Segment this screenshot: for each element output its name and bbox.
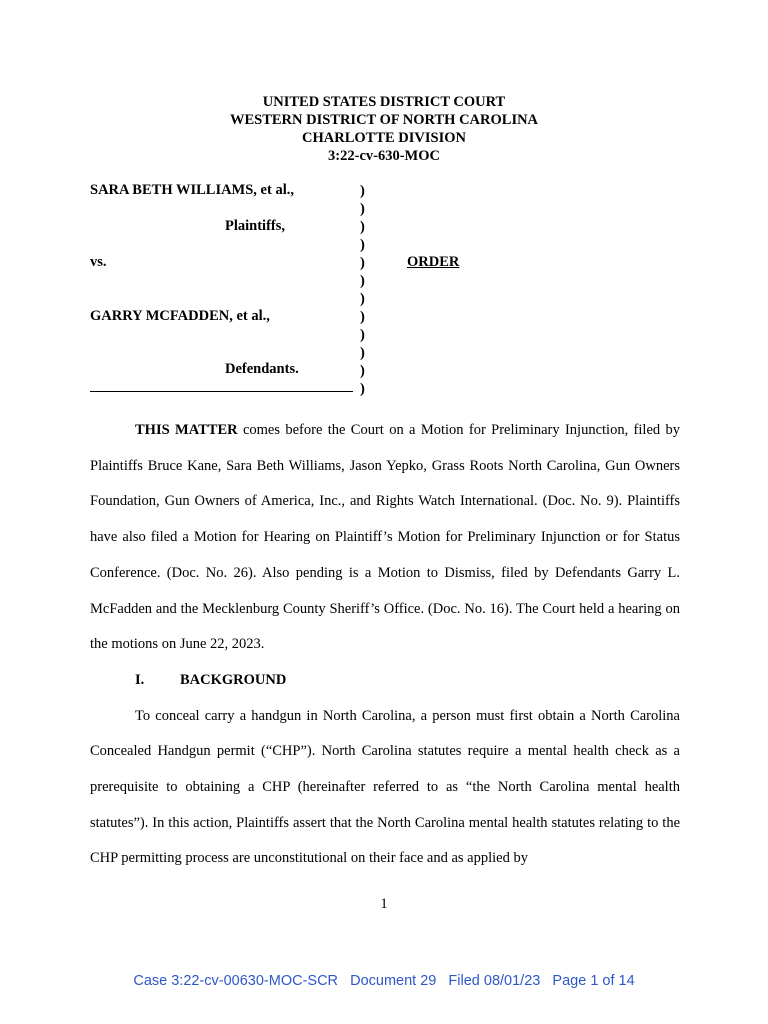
court-name: UNITED STATES DISTRICT COURT: [262, 94, 506, 110]
body-line: by Plaintiffs Bruce Kane, Sara Beth Williams, Jason Yepko, Grass Roots North Carolina, Gun: [90, 422, 680, 474]
body-line: To conceal carry a handgun in North Carolina, a person must first obtain a North: [135, 707, 625, 724]
section-number: I.: [135, 671, 145, 688]
section-title: BACKGROUND: [180, 671, 287, 688]
caption-signature-rule: [90, 391, 353, 392]
body-line: Carolina Concealed Handgun permit (“CHP”). North Carolina statutes require a mental health: [90, 707, 680, 760]
caption-paren: ): [360, 309, 365, 325]
caption-paren: ): [360, 183, 365, 199]
caption-paren: ): [360, 201, 365, 217]
caption-paren: ): [360, 291, 365, 307]
caption-paren: ): [360, 219, 365, 235]
paragraph-background: [90, 699, 680, 878]
body-line: 9). Plaintiffs have also filed a Motion for Hearing on Plaintiff’s Motion for Preliminary: [90, 493, 681, 546]
caption-paren-column: [360, 182, 372, 398]
body-line: Injunction or for Status Conference. (Doc. No. 26). Also pending is a Motion to Dismiss, filed by: [90, 529, 681, 581]
caption-paren: ): [360, 255, 365, 271]
body-line: health statutes”). In this action, Plaintiffs assert that the North Carolina mental health statutes: [90, 779, 680, 831]
body-line: check as a prerequisite to obtaining a CHP (hereinafter referred to as “the North Carolina mental: [90, 743, 680, 796]
division-name: CHARLOTTE DIVISION: [302, 130, 466, 146]
body-line: Defendants Garry L. McFadden and the Mecklenburg County Sheriff’s Office. (Doc. No. 16).: [90, 564, 681, 617]
caption-paren: ): [360, 345, 365, 361]
order-body: [90, 413, 680, 877]
body-line: comes before the Court on a Motion for Preliminary Injunction, filed: [237, 422, 661, 438]
versus-label: vs.: [90, 254, 107, 270]
caption-paren: ): [360, 363, 365, 379]
caption-paren: ): [360, 273, 365, 289]
body-line: relating to the CHP permitting process are unconstitutional on their face and as applied by: [90, 814, 681, 867]
case-number: 3:22-cv-630-MOC: [328, 148, 440, 164]
plaintiff-name: SARA BETH WILLIAMS, et al.,: [90, 182, 294, 198]
caption-paren: ): [360, 381, 365, 397]
paragraph-intro: [90, 413, 680, 663]
body-line: Owners Foundation, Gun Owners of America, Inc., and Rights Watch International. (Doc. No.: [90, 457, 680, 510]
caption-paren: ): [360, 237, 365, 253]
section-heading-background: [90, 663, 680, 699]
defendant-role: Defendants.: [225, 361, 299, 377]
case-caption: [90, 182, 690, 398]
this-matter-lead: THIS MATTER: [135, 422, 238, 438]
court-header: [0, 93, 768, 165]
page-number: 1: [380, 896, 388, 912]
body-line: The Court held a hearing on the motions on June 22, 2023.: [90, 600, 680, 653]
document-title: ORDER: [407, 254, 460, 270]
district-name: WESTERN DISTRICT OF NORTH CAROLINA: [229, 112, 539, 128]
caption-paren: ): [360, 327, 365, 343]
plaintiff-role: Plaintiffs,: [225, 218, 286, 234]
filing-stamp: Case 3:22-cv-00630-MOC-SCR Document 29 Filed 08/01/23 Page 1 of 14: [133, 973, 635, 989]
defendant-name: GARRY MCFADDEN, et al.,: [90, 308, 270, 324]
